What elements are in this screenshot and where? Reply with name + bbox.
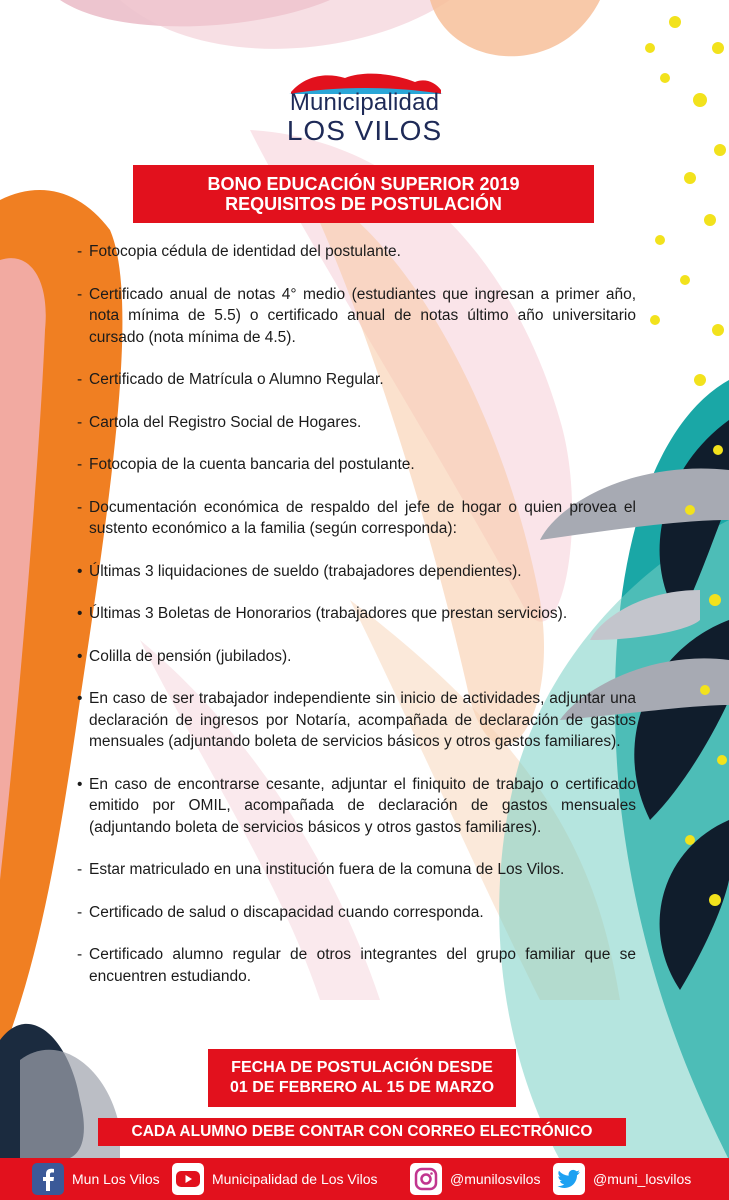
list-marker: •: [77, 647, 83, 665]
peach-petal-shape: [430, 0, 600, 56]
requirement-text: Certificado anual de notas 4° medio (estudiantes que ingresan a primer año, nota mínima de 5.5) o certificado anual de notas último año universitario cursado (nota mínima de 4.5).: [89, 285, 636, 346]
twitter-icon: [553, 1163, 585, 1195]
requirement-text: Fotocopia cédula de identidad del postulante.: [89, 243, 401, 260]
facebook-label: Mun Los Vilos: [72, 1171, 160, 1187]
list-marker: -: [77, 456, 83, 473]
requirement-item: [77, 688, 636, 753]
logo-text-los-vilos: LOS VILOS: [286, 115, 443, 146]
requirement-text: Cartola del Registro Social de Hogares.: [89, 413, 362, 431]
requirement-item: [77, 902, 636, 924]
requirement-item: [77, 497, 636, 540]
twitter-label: @muni_losvilos: [593, 1171, 692, 1187]
list-marker: -: [77, 413, 83, 431]
requirement-text: Estar matriculado en una institución fuera de la comuna de Los Vilos.: [89, 861, 565, 878]
title-line-2: REQUISITOS DE POSTULACIÓN: [225, 194, 502, 214]
email-notice-banner: CADA ALUMNO DEBE CONTAR CON CORREO ELECTRÓNICO: [98, 1118, 626, 1146]
requirement-item: [77, 561, 636, 583]
list-marker: -: [77, 861, 83, 878]
municipality-logo: [0, 68, 729, 146]
instagram-icon: [410, 1163, 442, 1195]
requirement-item: [77, 369, 636, 391]
requirement-item: [77, 603, 636, 625]
requirement-item: [77, 859, 636, 881]
facebook-link[interactable]: [32, 1162, 160, 1196]
list-marker: •: [77, 775, 83, 793]
title-line-1: BONO EDUCACIÓN SUPERIOR 2019: [207, 174, 520, 194]
requirement-item: [77, 774, 636, 839]
facebook-icon: [32, 1163, 64, 1195]
list-marker: -: [77, 285, 83, 303]
social-footer: [0, 1158, 729, 1200]
requirements-list: [77, 241, 636, 1008]
instagram-label: @munilosvilos: [450, 1171, 541, 1187]
title-banner: [133, 165, 594, 223]
list-marker: •: [77, 690, 83, 707]
requirement-item: [77, 944, 636, 987]
list-marker: -: [77, 903, 83, 921]
instagram-link[interactable]: [410, 1162, 540, 1196]
list-marker: -: [77, 946, 83, 963]
dates-line-2: 01 DE FEBRERO AL 15 DE MARZO: [229, 1079, 495, 1096]
youtube-label: Municipalidad de Los Vilos: [212, 1171, 378, 1187]
requirement-item: [77, 241, 636, 263]
list-marker: -: [77, 498, 83, 516]
requirement-text: Certificado de salud o discapacidad cuando corresponda.: [89, 903, 484, 921]
dates-line-1: FECHA DE POSTULACIÓN DESDE: [231, 1059, 493, 1076]
requirement-text: Certificado de Matrícula o Alumno Regular.: [89, 371, 384, 388]
requirement-item: [77, 284, 636, 349]
requirement-text: Últimas 3 liquidaciones de sueldo (trabajadores dependientes).: [89, 562, 522, 580]
list-marker: -: [77, 243, 83, 260]
list-marker: -: [77, 371, 83, 388]
requirement-text: Fotocopia de la cuenta bancaria del postulante.: [89, 456, 415, 473]
requirement-text: Documentación económica de respaldo del jefe de hogar o quien provea el sustento económico a la familia (según corresponda):: [89, 498, 636, 537]
requirement-item: [77, 454, 636, 476]
list-marker: •: [77, 605, 83, 622]
requirement-text: Certificado alumno regular de otros integrantes del grupo familiar que se encuentren estudiando.: [89, 946, 636, 985]
requirement-text: Colilla de pensión (jubilados).: [89, 647, 292, 665]
requirement-item: [77, 646, 636, 668]
youtube-icon: [172, 1163, 204, 1195]
logo-text-municipalidad: Municipalidad: [289, 89, 440, 116]
youtube-link[interactable]: [172, 1162, 378, 1196]
requirement-text: En caso de ser trabajador independiente sin inicio de actividades, adjuntar una declaración de ingresos por Notaría, acompañada de declaración de gastos mensuales (adjuntando boleta de servicios básicos y otros gastos familiares).: [89, 690, 636, 750]
requirement-text: En caso de encontrarse cesante, adjuntar el finiquito de trabajo o certificado emitido por OMIL, acompañada de declaración de gastos mensuales (adjuntando boleta de servicios básicos y otros gastos familiares).: [89, 775, 636, 836]
twitter-link[interactable]: [553, 1162, 691, 1196]
requirement-item: [77, 412, 636, 434]
pink-petal-shape: [120, 0, 450, 49]
list-marker: •: [77, 562, 83, 580]
requirement-text: Últimas 3 Boletas de Honorarios (trabajadores que prestan servicios).: [89, 605, 568, 622]
application-dates-banner: [208, 1049, 516, 1107]
